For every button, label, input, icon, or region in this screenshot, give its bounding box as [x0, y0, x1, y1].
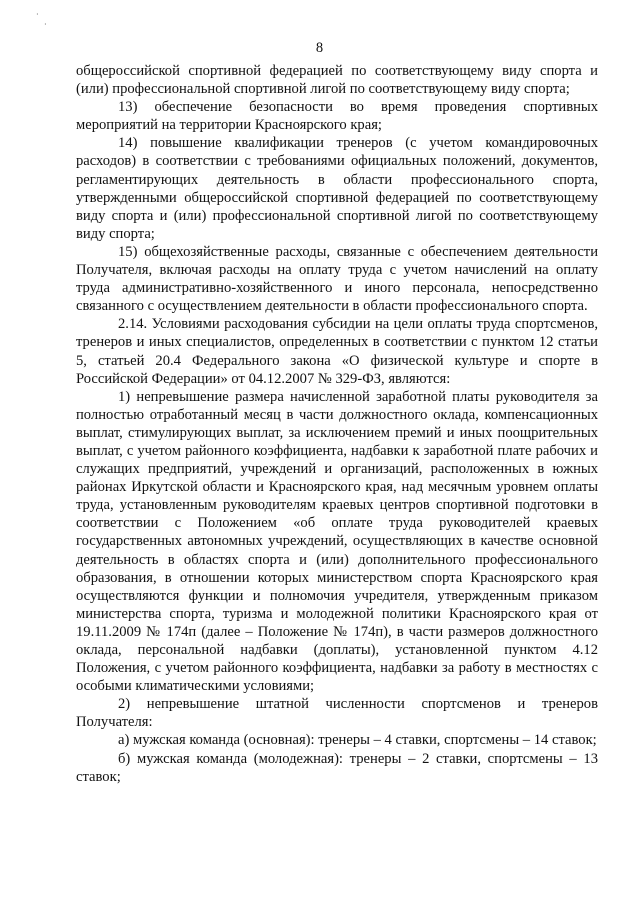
paragraph-clause-2-14: 2.14. Условиями расходования субсидии на цели оплаты труда спортсменов, тренеров и иных специалистов, определенных в соответствии с пунктом 12 статьи 5, статьей 20.4 Федерального закона «О физической культуре и спорте в Российской Федерации» от 04.12.2007 № 329-ФЗ, являются: [76, 316, 598, 387]
paragraph-item-15: 15) общехозяйственные расходы, связанные с обеспечением деятельности Получателя, включая расходы на оплату труда с учетом начислений на оплату труда административно-хозяйственного и иного персонала, непосредственно связанного с осуществлением деятельности в области профессионального спорта. [76, 243, 598, 315]
page-number: 8 [315, 40, 324, 56]
paragraph-condition-2: 2) непревышение штатной численности спортсменов и тренеров Получателя: [76, 696, 598, 731]
scan-speck: · [44, 20, 47, 29]
paragraph-federation-continuation: общероссийской спортивной федерацией по соответствующему виду спорта и (или) профессиональной спортивной лигой по соответствующему виду спорта; [76, 63, 598, 98]
paragraph-team-main: а) мужская команда (основная): тренеры – 4 ставки, спортсмены – 14 ставок; [118, 732, 597, 749]
paragraph-item-14: 14) повышение квалификации тренеров (с учетом командировочных расходов) в соответствии с требованиями официальных положений, документов, регламентирующих деятельность в области профессионального спорта, утвержденными общероссийской спортивной федерацией по соответствующему виду спорта и (или) профессиональной спортивной лигой по соответствующему виду спорта; [76, 135, 598, 242]
document-body [76, 62, 598, 786]
scan-speck: · [36, 10, 39, 19]
paragraph-item-13: 13) обеспечение безопасности во время проведения спортивных мероприятий на территории Красноярского края; [76, 99, 598, 134]
paragraph-condition-1: 1) непревышение размера начисленной заработной платы руководителя за полностью отработанный месяц в части должностного оклада, компенсационных выплат, стимулирующих выплат, за исключением премий и иных поощрительных выплат, с учетом районного коэффициента, надбавки к заработной плате рабочих и служащих предприятий, учреждений и организаций, расположенных в южных районах Иркутской области и Красноярского края, над месячным уровнем оплаты труда, установленным руководителям краевых центров спортивной подготовки в соответствии с Положением «об оплате труда руководителей краевых государственных автономных учреждений, осуществляющих в качестве основной деятельность в областях спорта и (или) дополнительного профессионального образования, в отношении которых министерством спорта Красноярского края осуществляются функции и полномочия учредителя, утвержденным приказом министерства спорта, туризма и молодежной политики Красноярского края от 19.11.2009 № 174п (далее – Положение № 174п), в части размеров должностного оклада, персональной надбавки (доплаты), установленной пунктом 4.12 Положения, с учетом районного коэффициента, надбавки за работу в местностях с особыми климатическими условиями; [76, 388, 598, 695]
paragraph-team-youth: б) мужская команда (молодежная): тренеры – 2 ставки, спортсмены – 13 ставок; [76, 750, 598, 785]
